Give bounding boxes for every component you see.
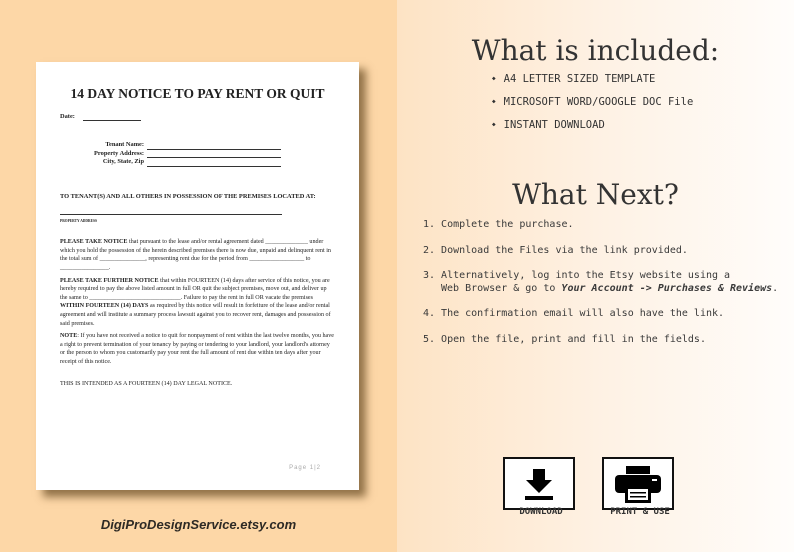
printer-icon — [602, 457, 674, 510]
document-title: 14 DAY NOTICE TO PAY RENT OR QUIT — [70, 86, 325, 101]
shop-url: DigiProDesignService.etsy.com — [100, 517, 297, 532]
step-item: 3. Alternatively, log into the Etsy website using a Web Browser & go to Your Account -> Purchases & Reviews. — [423, 270, 779, 294]
to-tenants: TO TENANT(S) AND ALL OTHERS IN POSSESSION OF THE PREMISES LOCATED AT: — [60, 192, 316, 200]
included-item: ◆ A4 LETTER SIZED TEMPLATE — [492, 73, 693, 96]
closing-text: THIS IS INTENDED AS A FOURTEEN (14) DAY LEGAL NOTICE. — [60, 381, 233, 388]
date-field — [60, 113, 335, 122]
included-item: ◆ INSTANT DOWNLOAD — [492, 119, 693, 142]
note-paragraph: NOTE: If you have not received a notice to quit for nonpayment of rent within the last twelve months, you have a right to prevent termination of your tenancy by paying or tendering to your landlord, your landlord's attorney or the person to whom you customarily pay your rent the full amount of rent due within ten days after your receipt of this notice. — [60, 333, 334, 365]
further-notice-paragraph: PLEASE TAKE FURTHER NOTICE that within FOURTEEN (14) days after service of this notice, you are hereby required to pay the above listed amount in full OR quit the subject premises, move out, and deliver up the same to ______________________________. Failure to pay the rent in full OR vacate the premises WITHIN FOURTEEN (14) DAYS as required by this notice will result in forfeiture of the lease and/or rental agreement and will institute a summary process lawsuit against you to recover rent, damages and possession of said premises. — [60, 277, 331, 327]
tenant-field — [80, 141, 335, 150]
date-label: Date: — [60, 112, 75, 120]
download-icon — [503, 457, 575, 510]
property-caption: PROPERTY ADDRESS — [60, 219, 97, 224]
step-item: 2. Download the Files via the link provided. — [423, 244, 688, 256]
print-label: PRINT & USE — [610, 507, 670, 517]
notice-paragraph: PLEASE TAKE NOTICE that pursuant to the lease and/or rental agreement dated ______________ under which you hold the possession of the herein described premises there is now due, unpaid and delinquent rent in the total sum of _______________, representing rent due for the period from __________________ to ________________. — [60, 239, 331, 271]
next-heading: What Next? — [512, 178, 679, 211]
step-item: 1. Complete the purchase. — [423, 219, 574, 230]
city-field — [80, 158, 335, 167]
city-label: City, State, Zip — [102, 158, 144, 166]
document-preview — [36, 62, 359, 490]
step-item: 4. The confirmation email will also have the link. — [423, 308, 725, 319]
step-item: 5. Open the file, print and fill in the fields. — [423, 333, 706, 345]
included-item: ◆ MICROSOFT WORD/GOOGLE DOC File — [492, 96, 693, 119]
tenant-label: Tenant Name: — [105, 141, 144, 149]
download-label: DOWNLOAD — [519, 507, 563, 517]
right-panel — [397, 0, 794, 552]
included-heading: What is included: — [471, 34, 720, 67]
included-list — [492, 73, 693, 142]
page-number: Page 1|2 — [289, 465, 321, 472]
steps-list — [423, 219, 778, 359]
property-field — [80, 150, 335, 159]
property-label: Property Address: — [94, 149, 144, 157]
